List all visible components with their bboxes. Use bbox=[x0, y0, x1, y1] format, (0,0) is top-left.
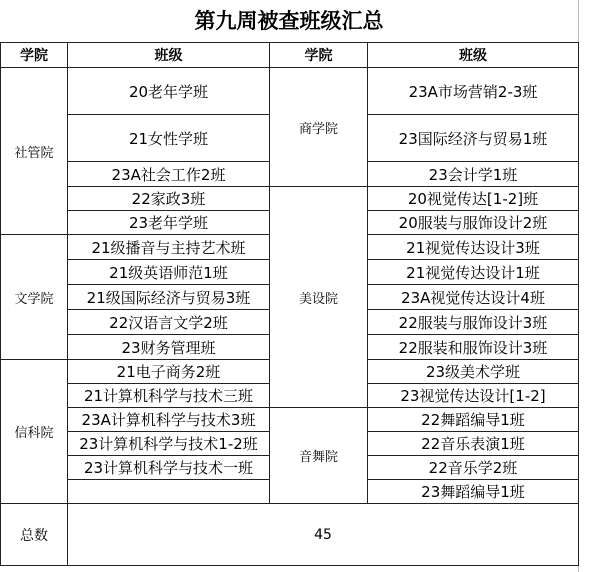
college-cell-left: 社管院 bbox=[1, 68, 68, 235]
class-cell-right: 23舞蹈编导1班 bbox=[368, 480, 579, 504]
class-cell-left bbox=[68, 408, 270, 432]
class-cell-left: 20老年学班 bbox=[68, 68, 270, 115]
class-cell-left: 21级英语师范1班 bbox=[68, 260, 270, 285]
class-cell-right: 23级美术学班 bbox=[368, 360, 579, 384]
class-cell-left: 21级国际经济与贸易3班 bbox=[68, 285, 270, 310]
class-cell-right: 22舞蹈编导1班 bbox=[368, 408, 579, 432]
summary-table bbox=[0, 42, 579, 566]
class-text-clipped: 21计算机科学与技术三班 bbox=[83, 387, 254, 405]
table-row bbox=[1, 408, 579, 432]
class-cell-left: 22汉语言文学2班 bbox=[68, 310, 270, 335]
class-cell-left: 21电子商务2班 bbox=[68, 360, 270, 384]
class-cell-right: 22音乐表演1班 bbox=[368, 432, 579, 456]
college-cell-left: 信科院 bbox=[1, 360, 68, 504]
class-text-clipped: 23计算机科学与技术1-2班 bbox=[79, 435, 258, 453]
table-row bbox=[1, 187, 579, 211]
college-cell-right: 商学院 bbox=[270, 68, 368, 187]
class-cell-right: 23视觉传达设计[1-2] bbox=[368, 384, 579, 408]
header-college-left: 学院 bbox=[1, 43, 68, 68]
class-cell-left bbox=[68, 384, 270, 408]
header-college-right: 学院 bbox=[270, 43, 368, 68]
college-cell-right: 美设院 bbox=[270, 187, 368, 408]
class-cell-left bbox=[68, 432, 270, 456]
header-row bbox=[1, 43, 579, 68]
class-cell-right: 21视觉传达设计1班 bbox=[368, 260, 579, 285]
header-class-right: 班级 bbox=[368, 43, 579, 68]
class-cell-right: 21视觉传达设计3班 bbox=[368, 235, 579, 260]
class-cell-left: 23财务管理班 bbox=[68, 335, 270, 360]
class-text-clipped: 23A计算机科学与技术3班 bbox=[81, 411, 256, 429]
page-title: 第九周被查班级汇总 bbox=[194, 9, 384, 33]
class-cell-right: 23A市场营销2-3班 bbox=[368, 68, 579, 115]
class-cell-left: 23计算机科学与技术一班 bbox=[68, 456, 270, 480]
class-cell-left: 23老年学班 bbox=[68, 211, 270, 235]
class-cell-right: 23A视觉传达设计4班 bbox=[368, 285, 579, 310]
total-label: 总数 bbox=[1, 504, 68, 566]
class-cell-left: 21女性学班 bbox=[68, 115, 270, 162]
class-cell-right: 23国际经济与贸易1班 bbox=[368, 115, 579, 162]
class-cell-right: 22服装和服饰设计3班 bbox=[368, 335, 579, 360]
class-cell-left: 22家政3班 bbox=[68, 187, 270, 211]
class-cell-right: 22服装与服饰设计3班 bbox=[368, 310, 579, 335]
college-cell-left: 文学院 bbox=[1, 235, 68, 360]
class-cell-left: 23A社会工作2班 bbox=[68, 162, 270, 187]
class-cell-right: 20视觉传达[1-2]班 bbox=[368, 187, 579, 211]
header-class-left: 班级 bbox=[68, 43, 270, 68]
class-cell-left: 21级播音与主持艺术班 bbox=[68, 235, 270, 260]
total-row bbox=[1, 504, 579, 566]
class-cell-right: 20服装与服饰设计2班 bbox=[368, 211, 579, 235]
class-cell-right: 22音乐学2班 bbox=[368, 456, 579, 480]
class-cell-left bbox=[68, 480, 270, 504]
class-cell-right: 23会计学1班 bbox=[368, 162, 579, 187]
table-row bbox=[1, 68, 579, 115]
college-cell-right: 音舞院 bbox=[270, 408, 368, 504]
total-value: 45 bbox=[68, 504, 579, 566]
